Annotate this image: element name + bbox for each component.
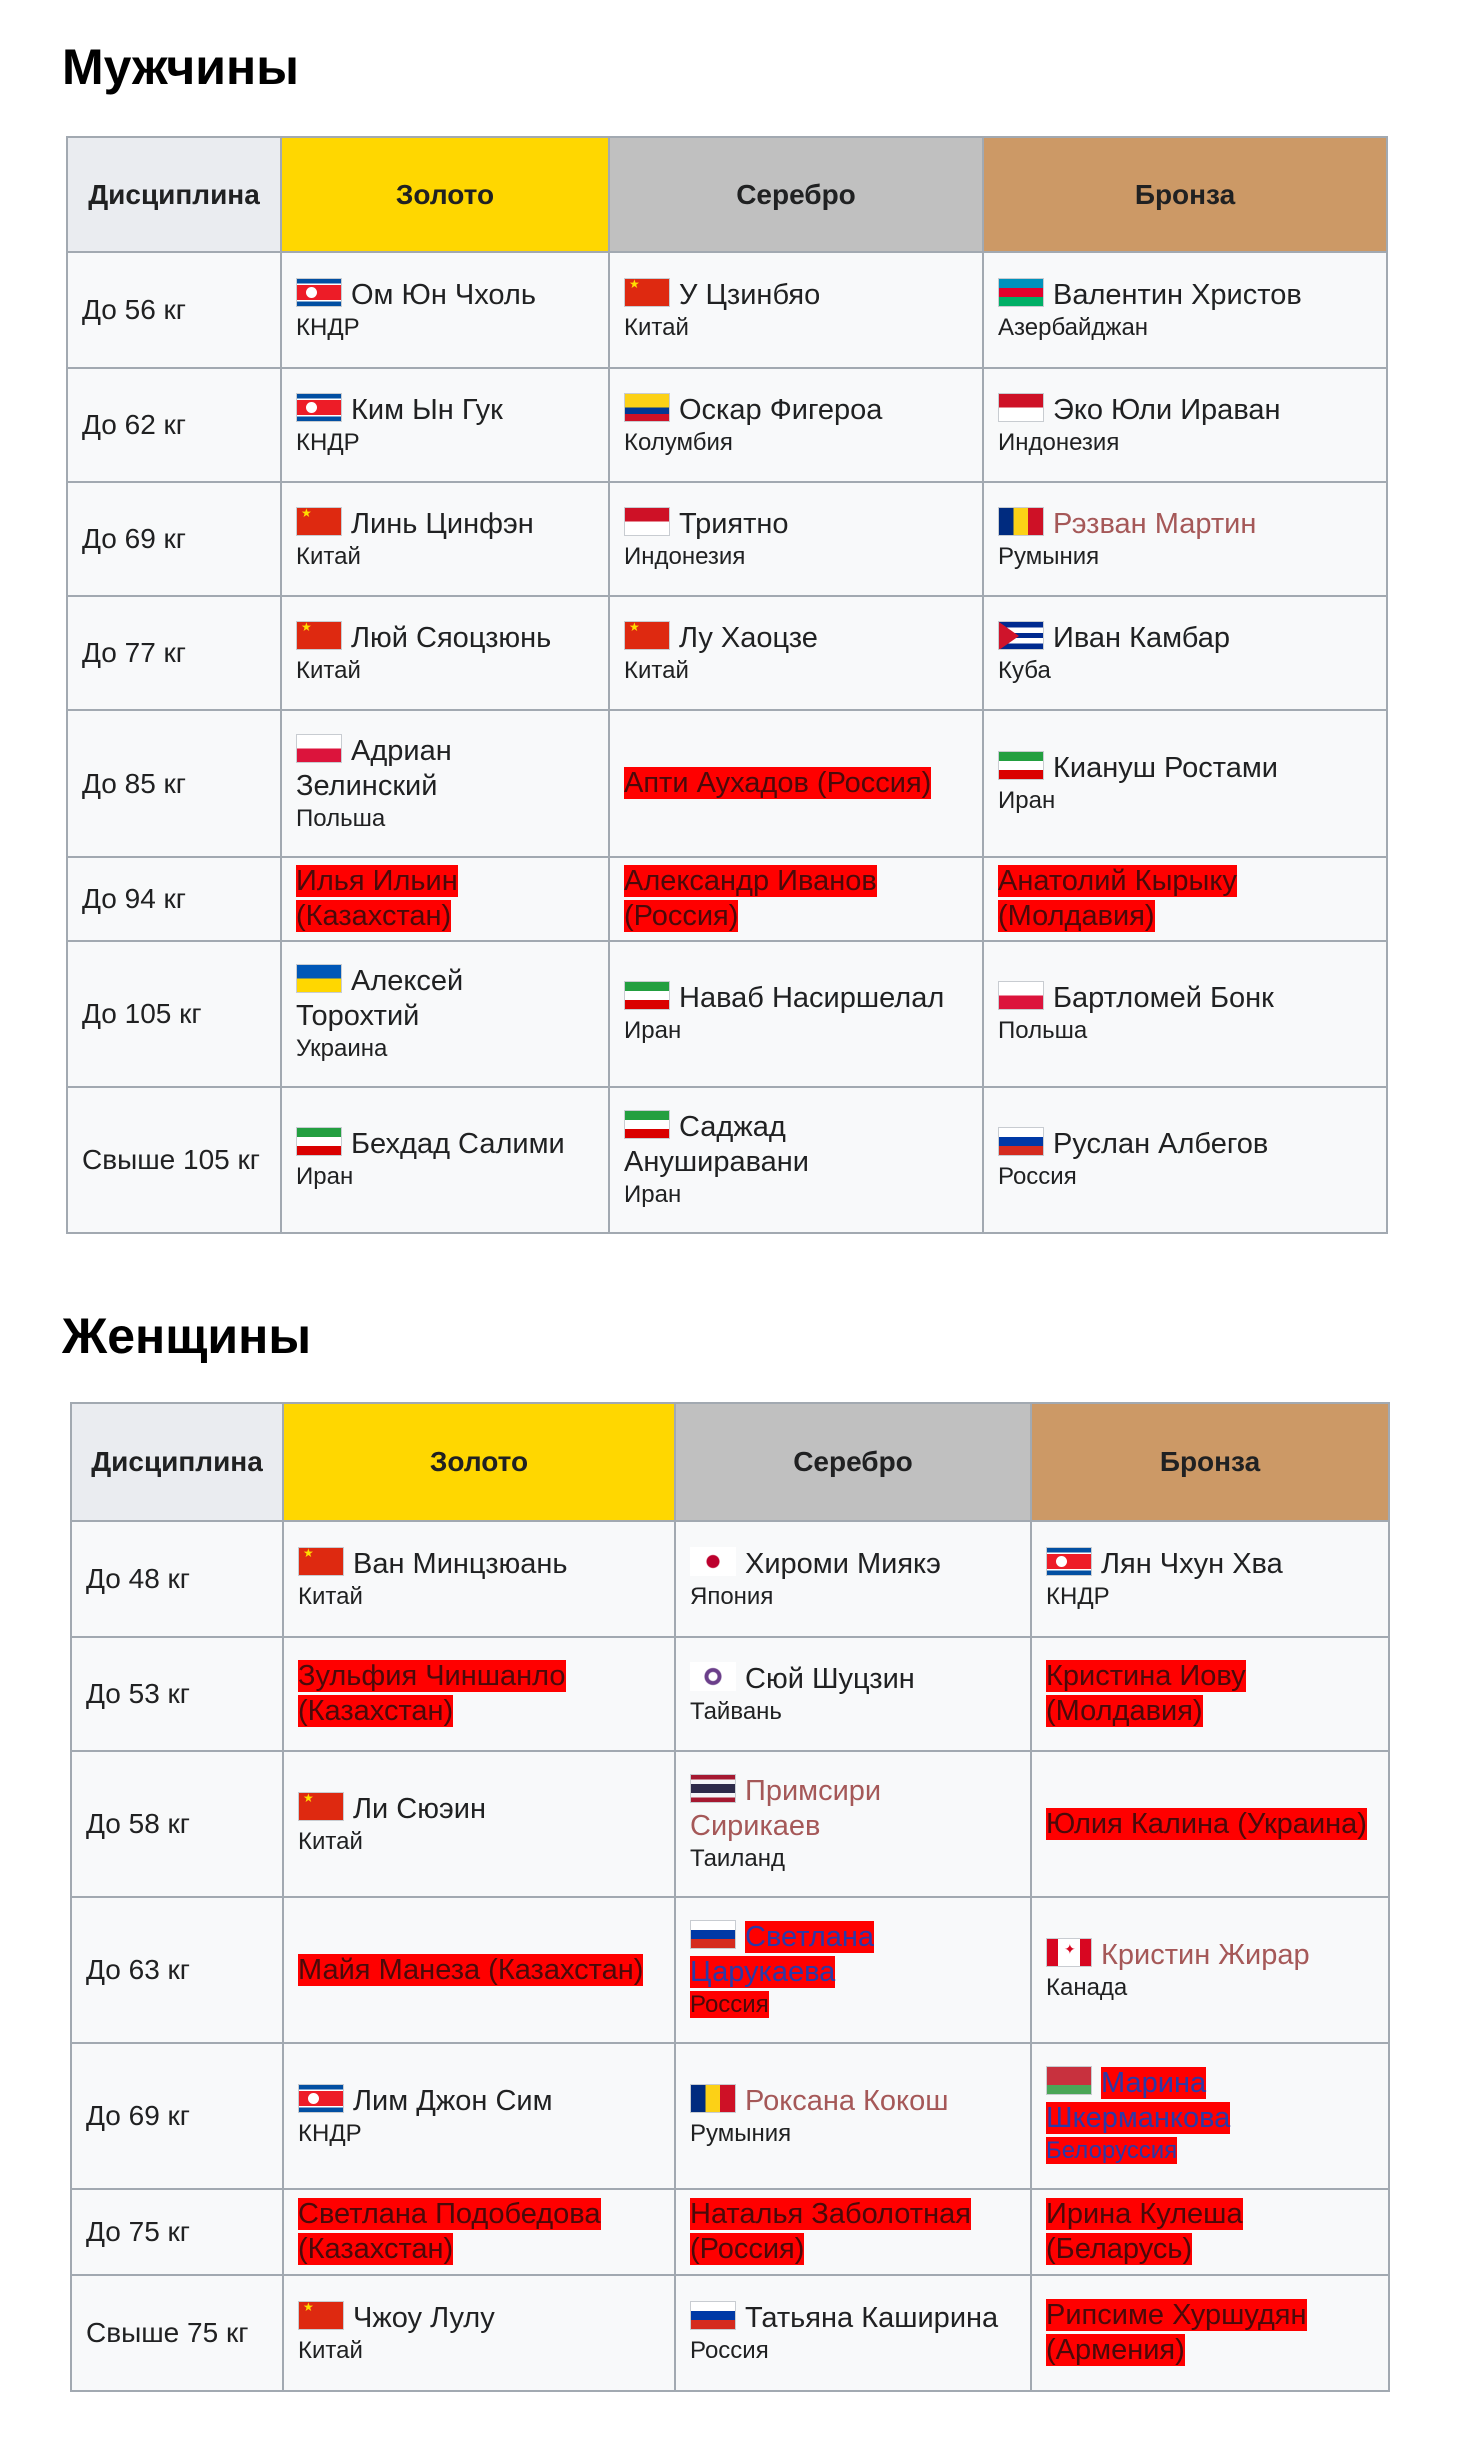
russia-flag-icon: [998, 1127, 1044, 1156]
country-link[interactable]: Китай: [624, 313, 689, 341]
taiwan-flag-icon: [690, 1662, 736, 1691]
athlete-link[interactable]: Линь Цинфэн: [351, 507, 534, 540]
china-flag-icon: [624, 621, 670, 650]
redacted-entry: Майя Манеза (Казахстан): [298, 1953, 644, 1986]
discipline-cell: До 105 кг: [67, 941, 281, 1087]
athlete-link[interactable]: Сюй Шуцзин: [745, 1662, 915, 1695]
athlete-link[interactable]: Роксана Кокош: [745, 2084, 949, 2117]
indonesia-flag-icon: [998, 393, 1044, 422]
north-korea-flag-icon: [296, 278, 342, 307]
silver-cell: [675, 2189, 1031, 2275]
country-link[interactable]: Куба: [998, 656, 1051, 684]
discipline-cell: До 69 кг: [67, 482, 281, 596]
bronze-cell: [983, 368, 1387, 482]
gold-cell: [283, 1751, 675, 1897]
colombia-flag-icon: [624, 393, 670, 422]
discipline-cell: До 58 кг: [71, 1751, 283, 1897]
country-link[interactable]: Колумбия: [624, 428, 733, 456]
athlete-link[interactable]: Саджад Ануширавани: [624, 1110, 810, 1178]
country-link[interactable]: Япония: [690, 1582, 774, 1610]
gold-cell: [281, 482, 609, 596]
silver-cell: [609, 596, 983, 710]
redacted-entry: Александр Иванов (Россия): [624, 864, 877, 932]
silver-cell: [609, 252, 983, 368]
athlete-link[interactable]: Ван Минцзюань: [353, 1547, 568, 1580]
silver-cell: [675, 1637, 1031, 1751]
russia-flag-icon: [690, 2301, 736, 2330]
header-silver: Серебро: [609, 137, 983, 252]
table-row: [71, 1521, 1389, 1637]
discipline-cell: До 94 кг: [67, 857, 281, 941]
silver-cell: [609, 710, 983, 856]
women-section-title: Женщины: [62, 1308, 312, 1364]
athlete-link[interactable]: У Цзинбяо: [679, 278, 821, 311]
athlete-link[interactable]: Примсири Сирикаев: [690, 1775, 882, 1842]
country-link[interactable]: КНДР: [296, 428, 360, 456]
discipline-cell: До 69 кг: [71, 2043, 283, 2189]
discipline-cell: До 48 кг: [71, 1521, 283, 1637]
athlete-link[interactable]: Бехдад Салими: [351, 1128, 565, 1161]
country-link[interactable]: Россия: [690, 2336, 769, 2364]
bronze-cell: [1031, 1897, 1389, 2043]
header-gold: Золото: [283, 1403, 675, 1521]
athlete-link[interactable]: Валентин Христов: [1053, 278, 1302, 311]
table-row: [67, 368, 1387, 482]
silver-cell: [609, 368, 983, 482]
bronze-cell: [1031, 2043, 1389, 2189]
country-link[interactable]: Китай: [298, 1827, 363, 1855]
table-row: [67, 1087, 1387, 1233]
thailand-flag-icon: [690, 1774, 736, 1803]
silver-cell: [675, 1521, 1031, 1637]
silver-cell: [675, 1751, 1031, 1897]
poland-flag-icon: [296, 734, 342, 763]
country-link[interactable]: КНДР: [1046, 1582, 1110, 1610]
country-link[interactable]: Иран: [998, 787, 1056, 815]
athlete-link[interactable]: Люй Сяоцзюнь: [351, 621, 552, 654]
redacted-entry: Зульфия Чиншанло (Казахстан): [298, 1660, 566, 1727]
bronze-cell: [1031, 1751, 1389, 1897]
table-row: [67, 857, 1387, 941]
country-link[interactable]: Украина: [296, 1034, 388, 1062]
header-bronze: Бронза: [983, 137, 1387, 252]
athlete-link[interactable]: Наваб Насиршелал: [679, 982, 945, 1015]
romania-flag-icon: [998, 507, 1044, 536]
athlete-link[interactable]: Чжоу Лулу: [353, 2301, 495, 2334]
bronze-cell: [983, 710, 1387, 856]
bronze-cell: [983, 482, 1387, 596]
bronze-cell: [983, 857, 1387, 941]
silver-cell: [675, 2275, 1031, 2391]
country-link[interactable]: Польша: [998, 1017, 1088, 1045]
bronze-cell: [1031, 1637, 1389, 1751]
gold-cell: [283, 2275, 675, 2391]
athlete-link[interactable]: Иван Камбар: [1053, 621, 1230, 654]
athlete-link[interactable]: Ким Ын Гук: [351, 393, 503, 426]
athlete-link[interactable]: Лян Чхун Хва: [1101, 1547, 1283, 1580]
bronze-cell: [983, 252, 1387, 368]
country-link[interactable]: Румыния: [998, 542, 1100, 570]
country-link[interactable]: Польша: [296, 804, 386, 832]
romania-flag-icon: [690, 2084, 736, 2113]
iran-flag-icon: [296, 1127, 342, 1156]
china-flag-icon: [298, 2301, 344, 2330]
silver-cell: [609, 857, 983, 941]
bronze-cell: [1031, 2275, 1389, 2391]
poland-flag-icon: [998, 981, 1044, 1010]
gold-cell: [281, 710, 609, 856]
gold-cell: [283, 1637, 675, 1751]
athlete-link[interactable]: Хироми Миякэ: [745, 1547, 941, 1580]
gold-cell: [281, 941, 609, 1087]
redacted-entry: Светлана Подобедова (Казахстан): [298, 2198, 601, 2265]
gold-cell: [281, 596, 609, 710]
discipline-cell: Свыше 75 кг: [71, 2275, 283, 2391]
bronze-cell: [1031, 2189, 1389, 2275]
country-link[interactable]: Россия: [998, 1163, 1077, 1191]
redacted-entry: Анатолий Кырыку (Молдавия): [998, 864, 1237, 932]
country-link[interactable]: Азербайджан: [998, 313, 1149, 341]
china-flag-icon: [298, 1792, 344, 1821]
china-flag-icon: [296, 621, 342, 650]
redacted-entry: Наталья Заболотная (Россия): [690, 2198, 971, 2265]
country-link[interactable]: Китай: [298, 1582, 363, 1610]
discipline-cell: Свыше 105 кг: [67, 1087, 281, 1233]
country-link[interactable]: Индонезия: [998, 428, 1120, 456]
gold-cell: [283, 2043, 675, 2189]
bronze-cell: [1031, 1521, 1389, 1637]
indonesia-flag-icon: [624, 507, 670, 536]
redacted-entry: Кристина Иову (Молдавия): [1046, 1660, 1246, 1727]
athlete-link[interactable]: Триятно: [679, 507, 789, 540]
athlete-link[interactable]: Адриан Зелинский: [296, 734, 452, 802]
women-medal-table: [70, 1402, 1390, 2392]
iran-flag-icon: [624, 981, 670, 1010]
table-row: [67, 710, 1387, 856]
header-bronze: Бронза: [1031, 1403, 1389, 1521]
bronze-cell: [983, 596, 1387, 710]
discipline-cell: До 56 кг: [67, 252, 281, 368]
redacted-entry: Ирина Кулеша (Беларусь): [1046, 2198, 1243, 2265]
country-link[interactable]: Китай: [296, 656, 361, 684]
athlete-link[interactable]: Рэзван Мартин: [1053, 507, 1257, 540]
discipline-cell: До 62 кг: [67, 368, 281, 482]
russia-flag-icon: [690, 1920, 736, 1949]
athlete-link[interactable]: Ом Юн Чхоль: [351, 278, 536, 311]
table-row: [71, 1897, 1389, 2043]
redacted-entry: Илья Ильин (Казахстан): [296, 864, 458, 932]
men-section-title: Мужчины: [62, 39, 299, 95]
silver-cell: [609, 482, 983, 596]
country-link[interactable]: Иран: [624, 1017, 682, 1045]
table-row: [71, 2189, 1389, 2275]
country-link[interactable]: Китай: [298, 2336, 363, 2364]
header-discipline: Дисциплина: [67, 137, 281, 252]
country-link[interactable]: Канада: [1046, 1973, 1128, 2001]
table-row: [71, 1637, 1389, 1751]
gold-cell: [283, 1521, 675, 1637]
china-flag-icon: [298, 1547, 344, 1576]
gold-cell: [283, 2189, 675, 2275]
china-flag-icon: [296, 507, 342, 536]
header-discipline: Дисциплина: [71, 1403, 283, 1521]
header-silver: Серебро: [675, 1403, 1031, 1521]
japan-flag-icon: [690, 1547, 736, 1576]
country-link[interactable]: Китай: [296, 542, 361, 570]
athlete-link[interactable]: Кристин Жирар: [1101, 1938, 1310, 1971]
athlete-link[interactable]: Лу Хаоцзе: [679, 621, 818, 654]
azerbaijan-flag-icon: [998, 278, 1044, 307]
table-row: [67, 941, 1387, 1087]
country-link[interactable]: Китай: [624, 656, 689, 684]
men-medal-table: [66, 136, 1388, 1234]
redacted-entry: Юлия Калина (Украина): [1046, 1807, 1367, 1840]
silver-cell: [675, 1897, 1031, 2043]
bronze-cell: [983, 1087, 1387, 1233]
north-korea-flag-icon: [298, 2084, 344, 2113]
gold-cell: [281, 252, 609, 368]
iran-flag-icon: [624, 1110, 670, 1139]
canada-flag-icon: [1046, 1938, 1092, 1967]
gold-cell: [281, 368, 609, 482]
country-link[interactable]: Белоруссия: [1046, 2137, 1178, 2164]
athlete-link[interactable]: Эко Юли Ираван: [1053, 393, 1281, 426]
silver-cell: [609, 1087, 983, 1233]
table-row: [67, 252, 1387, 368]
north-korea-flag-icon: [1046, 1547, 1092, 1576]
athlete-link[interactable]: Татьяна Каширина: [745, 2301, 999, 2334]
table-row: [71, 2275, 1389, 2391]
athlete-link[interactable]: Ли Сюэин: [353, 1792, 486, 1825]
silver-cell: [609, 941, 983, 1087]
athlete-link[interactable]: Бартломей Бонк: [1053, 982, 1274, 1015]
belarus-flag-icon: [1046, 2066, 1092, 2095]
country-link[interactable]: Румыния: [690, 2119, 792, 2147]
gold-cell: [281, 1087, 609, 1233]
discipline-cell: До 63 кг: [71, 1897, 283, 2043]
country-link[interactable]: Иран: [624, 1180, 682, 1208]
discipline-cell: До 53 кг: [71, 1637, 283, 1751]
redacted-entry: Рипсиме Хуршудян (Армения): [1046, 2299, 1307, 2366]
china-flag-icon: [624, 278, 670, 307]
bronze-cell: [983, 941, 1387, 1087]
athlete-link[interactable]: Киануш Ростами: [1053, 752, 1278, 785]
country-link[interactable]: Тайвань: [690, 1697, 782, 1725]
country-link[interactable]: КНДР: [298, 2119, 362, 2147]
table-row: [67, 482, 1387, 596]
country-link[interactable]: Таиланд: [690, 1845, 785, 1872]
gold-cell: [281, 857, 609, 941]
redacted-entry: Апти Аухадов (Россия): [624, 767, 932, 800]
country-link[interactable]: Россия: [690, 1991, 769, 2018]
athlete-link[interactable]: Руслан Албегов: [1053, 1128, 1269, 1161]
discipline-cell: До 75 кг: [71, 2189, 283, 2275]
country-link[interactable]: Иран: [296, 1163, 354, 1191]
ukraine-flag-icon: [296, 964, 342, 993]
athlete-link[interactable]: Светлана Царукаева: [690, 1921, 875, 1988]
cuba-flag-icon: [998, 621, 1044, 650]
table-row: [71, 1751, 1389, 1897]
country-link[interactable]: КНДР: [296, 313, 360, 341]
athlete-link[interactable]: Оскар Фигероа: [679, 393, 883, 426]
silver-cell: [675, 2043, 1031, 2189]
country-link[interactable]: Индонезия: [624, 542, 746, 570]
athlete-link[interactable]: Алексей Торохтий: [296, 964, 464, 1032]
iran-flag-icon: [998, 751, 1044, 780]
table-row: [67, 596, 1387, 710]
header-gold: Золото: [281, 137, 609, 252]
discipline-cell: До 77 кг: [67, 596, 281, 710]
athlete-link[interactable]: Марина Шкерманкова: [1046, 2067, 1231, 2134]
discipline-cell: До 85 кг: [67, 710, 281, 856]
table-row: [71, 2043, 1389, 2189]
north-korea-flag-icon: [296, 393, 342, 422]
gold-cell: [283, 1897, 675, 2043]
athlete-link[interactable]: Лим Джон Сим: [353, 2084, 553, 2117]
